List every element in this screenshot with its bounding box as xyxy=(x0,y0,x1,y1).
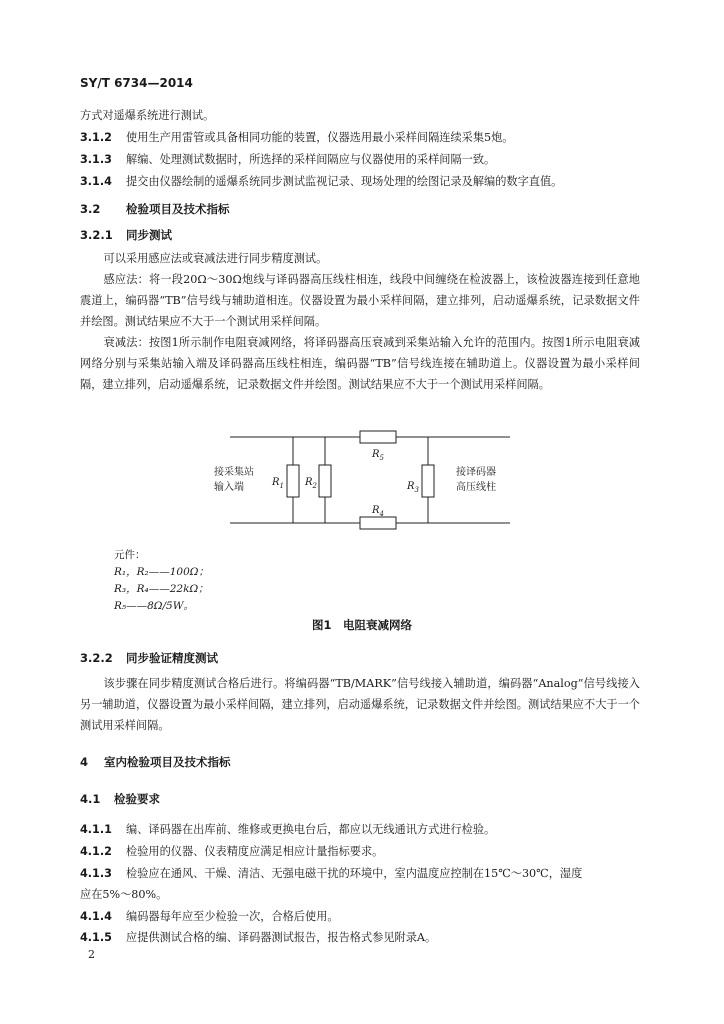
clause-text: 解编、处理测试数据时，所选择的采样间隔应与仪器使用的采样间隔一致。 xyxy=(126,153,496,166)
clause-3-1-2 xyxy=(80,129,514,145)
clause-number: 3.1.2 xyxy=(80,131,112,144)
clause-3-1-3 xyxy=(80,151,495,167)
standard-code-header: SY/T 6734—2014 xyxy=(80,76,193,90)
paragraph-sync-verification: 该步骤在同步精度测试合格后进行。将编码器“TB/MARK”信号线接入辅助道，编码器“Analog”信号线接入另一辅助道，仪器设置为最小采样间隔，建立排列，启动遥爆系统，记录数据文件并绘图。测试结果应不大于一个测试用采样间隔。 xyxy=(80,677,640,732)
clause-number: 3.1.3 xyxy=(80,153,112,166)
components-title: 元件： xyxy=(114,549,146,561)
r5-label: $R_5$ xyxy=(372,449,384,462)
components-line-1: R₁，R₂——100Ω； xyxy=(114,566,209,578)
components-line-2: R₃，R₄——22kΩ； xyxy=(114,583,209,595)
paragraph-attenuation-method: 衰减法：按图1所示制作电阻衰减网络，将译码器高压衰减到采集站输入允许的范围内。按图1所示电阻衰减网络分别与采集站输入端及译码器高压线柱相连，编码器“TB”信号线连接在辅助道上。仪器设置为最小采样间隔，建立排列，启动遥爆系统，记录数据文件并绘图。测试结果应不大于一个测试用采样间隔。 xyxy=(80,336,640,391)
section-3-2-1-heading xyxy=(80,227,172,243)
resistor-r5 xyxy=(360,431,396,443)
resistor-r3 xyxy=(422,465,434,497)
clause-number: 4.1.3 xyxy=(80,867,112,880)
r1-label: $R_1$ xyxy=(272,477,284,490)
section-title: 检验项目及技术指标 xyxy=(126,202,230,216)
clause-text: 检验用的仪器、仪表精度应满足相应计量指标要求。 xyxy=(126,845,384,858)
page-number: 2 xyxy=(88,948,95,961)
right-terminal-label-2: 高压线柱 xyxy=(456,482,496,493)
clause-text: 编码器每年应至少检验一次，合格后使用。 xyxy=(126,910,339,923)
resistor-r2 xyxy=(319,465,331,497)
clause-4-1-1 xyxy=(80,821,495,837)
r2-label: $R_2$ xyxy=(305,477,317,490)
clause-text: 应提供测试合格的编、译码器测试报告，报告格式参见附录A。 xyxy=(126,931,437,944)
clause-text: 使用生产用雷管或具备相同功能的装置，仪器选用最小采样间隔连续采集5炮。 xyxy=(126,131,514,144)
clause-number: 4.1.2 xyxy=(80,845,112,858)
left-terminal-label-2: 输入端 xyxy=(214,482,244,493)
clause-number: 3.1.4 xyxy=(80,175,112,188)
resistor-r4 xyxy=(360,517,396,529)
clause-number: 4.1.4 xyxy=(80,910,112,923)
section-title: 室内检验项目及技术指标 xyxy=(104,755,231,769)
section-3-2-heading xyxy=(80,201,230,217)
clause-4-1-4 xyxy=(80,908,339,924)
section-title: 同步验证精度测试 xyxy=(126,651,218,665)
resistor-r1 xyxy=(287,465,299,497)
clause-text: 提交由仪器绘制的遥爆系统同步测试监视记录、现场处理的绘图记录及解编的数字直值。 xyxy=(126,175,563,188)
section-title: 同步测试 xyxy=(126,228,172,242)
clause-text: 检验应在通风、干燥、清洁、无强电磁干扰的环境中，室内温度应控制在15℃～30℃，湿度 xyxy=(126,867,583,880)
paragraph-induction-method: 感应法：将一段20Ω～30Ω炮线与译码器高压线柱相连，线段中间缠绕在检波器上，该检波器连接到任意地震道上，编码器“TB”信号线与辅助道相连。仪器设置为最小采样间隔，建立排列，启动遥爆系统，记录数据文件并绘图。测试结果应不大于一个测试用采样间隔。 xyxy=(80,273,640,328)
r4-label: $R_4$ xyxy=(372,505,384,518)
clause-text: 编、译码器在出库前、维修或更换电台后，都应以无线通讯方式进行检验。 xyxy=(126,823,496,836)
section-number: 3.2.1 xyxy=(80,228,113,242)
components-line-3: R₅——8Ω/5W。 xyxy=(114,600,195,612)
right-terminal-label: 接译码器 xyxy=(456,467,496,478)
section-4-1-heading xyxy=(80,791,160,807)
paragraph-methods: 可以采用感应法或衰减法进行同步精度测试。 xyxy=(103,252,328,265)
section-number: 4 xyxy=(80,755,89,769)
intro-line: 方式对遥爆系统进行测试。 xyxy=(80,109,215,122)
clause-number: 4.1.1 xyxy=(80,823,112,836)
section-4-heading xyxy=(80,754,231,770)
section-number: 3.2 xyxy=(80,202,101,216)
clause-4-1-2 xyxy=(80,843,383,859)
r3-label: $R_3$ xyxy=(407,481,419,494)
clause-3-1-4 xyxy=(80,173,562,189)
left-terminal-label: 接采集站 xyxy=(214,467,254,478)
section-number: 3.2.2 xyxy=(80,651,113,665)
attenuation-network-diagram xyxy=(200,425,530,540)
clause-4-1-3 xyxy=(80,865,582,881)
figure-caption: 图1 电阻衰减网络 xyxy=(311,618,412,632)
section-number: 4.1 xyxy=(80,792,101,806)
clause-4-1-5 xyxy=(80,929,436,945)
section-3-2-2-heading xyxy=(80,650,218,666)
clause-number: 4.1.5 xyxy=(80,931,112,944)
section-title: 检验要求 xyxy=(114,792,160,806)
clause-4-1-3-continued: 应在5%～80%。 xyxy=(80,888,168,901)
